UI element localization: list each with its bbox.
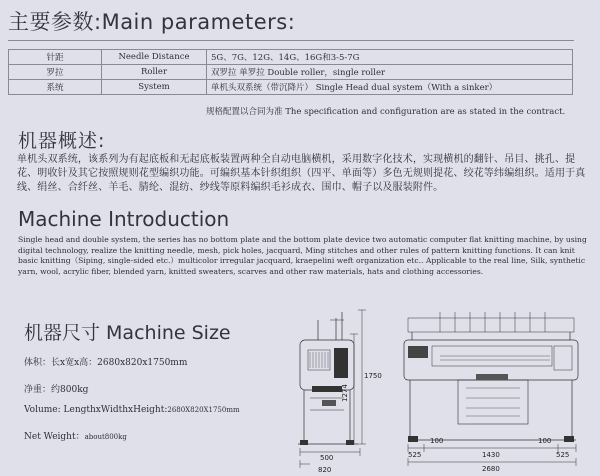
param-value: 双罗拉 单罗拉 Double roller，single roller bbox=[207, 65, 573, 80]
volume-en-label: Volume: LengthxWidthxHeight: bbox=[24, 405, 168, 415]
dim-front-mid: 1430 bbox=[482, 451, 500, 459]
table-row bbox=[9, 80, 573, 95]
param-cn: 针距 bbox=[9, 50, 102, 65]
parameters-table bbox=[8, 49, 573, 95]
dim-side-height: 1750 bbox=[364, 372, 382, 380]
volume-cn-label: 体积： bbox=[24, 358, 52, 368]
param-cn: 罗拉 bbox=[9, 65, 102, 80]
param-value: 5G、7G、12G、14G、16G和3-5-7G bbox=[207, 50, 573, 65]
weight-cn-value: 约800kg bbox=[51, 385, 89, 395]
front-view bbox=[404, 312, 578, 442]
param-cn: 系统 bbox=[9, 80, 102, 95]
weight-en-value: about800kg bbox=[84, 433, 127, 441]
contract-note: 规格配置以合同为准 The specification and configuration are as stated in the contract. bbox=[206, 107, 566, 117]
dim-front-total: 2680 bbox=[482, 465, 500, 473]
weight-en-label: Net Weight： bbox=[24, 432, 85, 442]
table-row bbox=[9, 50, 573, 65]
param-en: Roller bbox=[102, 65, 207, 80]
heading-rule bbox=[8, 40, 574, 41]
param-en: System bbox=[102, 80, 207, 95]
intro-heading: Machine Introduction bbox=[18, 207, 230, 231]
overview-heading: 机器概述: bbox=[18, 130, 106, 152]
dim-front-inner-left: 100 bbox=[430, 437, 444, 445]
dim-front-inner-right: 100 bbox=[538, 437, 552, 445]
dim-side-depth-top: 1274 bbox=[341, 384, 349, 402]
weight-en bbox=[24, 429, 127, 442]
volume-cn-value: 长x宽x高：2680x820x1750mm bbox=[51, 358, 188, 368]
weight-cn bbox=[24, 382, 88, 395]
parameters-heading: 主要参数:Main parameters: bbox=[8, 10, 296, 34]
machine-dimension-drawing bbox=[290, 290, 596, 474]
volume-cn bbox=[24, 355, 187, 368]
intro-text: Single head and double system, the series has no bottom plate and the bottom plate device two automatic computer flat knitting machine, by using digital technology, realize the knitting needle, mesh, pick holes, jacquard, Ming stitches and other rules of pattern knitting functions. It can knit basic knitting（Siping, single-sided etc.）multicolor irregular jacquard, kraepelini weft organization etc.. Applicable to the real line, Silk, synthetic yarn, wool, acrylic fiber, blended yarn, knitted sweaters, scarves and other raw materials, hats and clothing accessories. bbox=[18, 235, 587, 276]
weight-cn-label: 净重： bbox=[24, 385, 52, 395]
dim-side-bottom-left: 500 bbox=[320, 454, 334, 462]
volume-en bbox=[24, 405, 240, 415]
overview-text: 单机头双系统，该系列为有起底板和无起底板装置两种全自动电脑横机，采用数字化技术，实现横机的翻针、吊目、挑孔、提花、明收针及其它按照规则花型编织功能。可编织基本针织组织（四平、单面等）多色无规则提花、绞花等纬编组织。适用于真线、绢丝、合纤丝、羊毛、腈纶、混纺、纱线等原料编织毛衫成衣、围巾、帽子以及服装附件。 bbox=[17, 154, 586, 193]
param-en: Needle Distance bbox=[102, 50, 207, 65]
dim-side-width: 820 bbox=[318, 466, 332, 474]
side-view bbox=[298, 312, 358, 445]
size-heading: 机器尺寸 Machine Size bbox=[24, 322, 231, 344]
table-row bbox=[9, 65, 573, 80]
param-value: 单机头双系统（带沉降片） Single Head dual system（With a sinker） bbox=[207, 80, 573, 95]
dim-front-right: 525 bbox=[556, 451, 570, 459]
dim-front-left: 525 bbox=[408, 451, 422, 459]
volume-en-value: 2680X820X1750mm bbox=[167, 406, 240, 414]
